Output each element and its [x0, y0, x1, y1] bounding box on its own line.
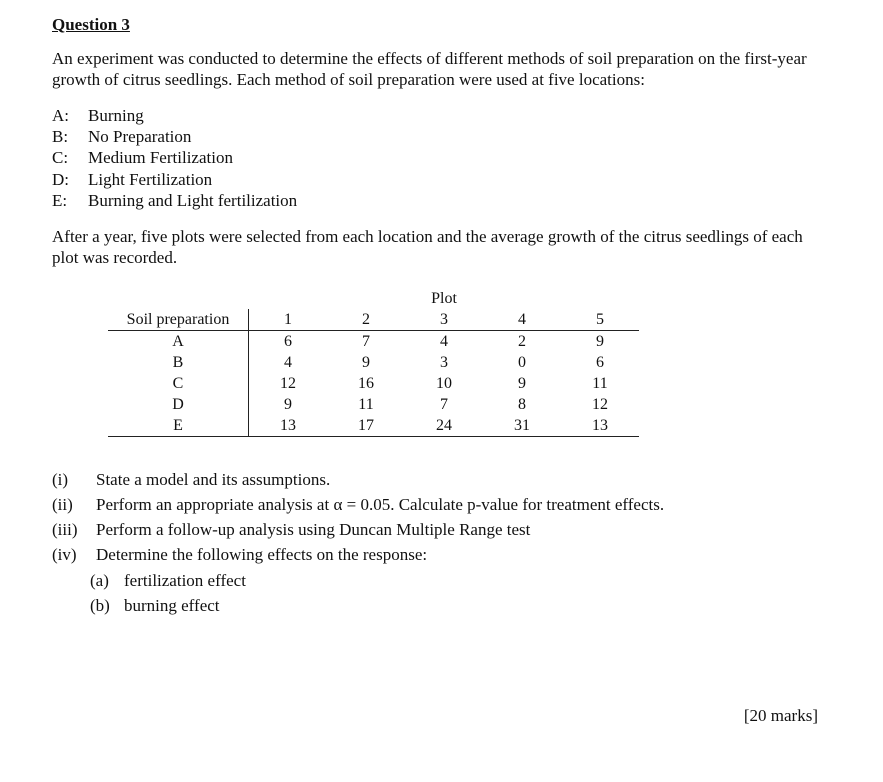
row-header: Soil preparation — [108, 309, 249, 331]
table-cell: 6 — [596, 354, 604, 371]
option-label: E: — [52, 191, 68, 210]
task-number: (ii) — [52, 495, 73, 514]
table-cell: 10 — [436, 375, 452, 392]
subtask-b — [90, 593, 220, 618]
table-cell: 4 — [284, 354, 292, 371]
task-text: Determine the following effects on the response: — [96, 545, 428, 564]
table-cell: 16 — [358, 375, 374, 392]
table-row — [108, 331, 639, 353]
column-header: 4 — [483, 309, 561, 331]
after-paragraph: After a year, five plots were selected from each location and the average growth of the citrus seedlings of each plot was recorded. — [52, 227, 803, 267]
table-cell: 7 — [440, 396, 448, 413]
table-cell: 6 — [284, 333, 292, 350]
table-cell: 11 — [358, 396, 374, 413]
table-group-header-row — [108, 287, 639, 309]
table-cell: 2 — [518, 333, 526, 350]
option-text: Medium Fertilization — [88, 148, 233, 167]
option-text: Light Fertilization — [88, 170, 213, 189]
option-a — [52, 105, 144, 126]
table-cell: 3 — [440, 354, 448, 371]
row-label: E — [108, 415, 249, 437]
task-number: (iii) — [52, 520, 78, 539]
column-header: 1 — [249, 309, 328, 331]
subtask-number: (b) — [90, 596, 110, 615]
row-label: D — [108, 394, 249, 415]
plot-group-header: Plot — [431, 289, 457, 307]
option-text: No Preparation — [88, 127, 192, 146]
option-text: Burning and Light fertilization — [88, 191, 298, 210]
task-text: Perform an appropriate analysis at α = 0.05. Calculate p-value for treatment effects. — [96, 495, 665, 514]
table-row — [108, 415, 639, 437]
table-cell: 13 — [249, 415, 328, 437]
table-cell: 9 — [284, 396, 292, 413]
marks-label: [20 marks] — [743, 706, 818, 725]
table-cell: 13 — [561, 415, 639, 437]
column-header: 2 — [327, 309, 405, 331]
table-row — [108, 352, 639, 373]
task-number: (i) — [52, 470, 69, 489]
table-header-row — [108, 309, 639, 331]
table-cell: 24 — [405, 415, 483, 437]
subtask-text: fertilization effect — [124, 571, 246, 590]
subtask-a — [90, 568, 246, 593]
option-c — [52, 147, 233, 168]
row-label: B — [108, 352, 249, 373]
subtask-text: burning effect — [124, 596, 220, 615]
option-label: B: — [52, 127, 69, 146]
table-cell: 9 — [518, 375, 526, 392]
task-number: (iv) — [52, 545, 77, 564]
table-cell: 9 — [596, 333, 604, 350]
question-title: Question 3 — [52, 15, 130, 34]
subtask-number: (a) — [90, 571, 109, 590]
task-iv — [52, 542, 427, 567]
table-cell: 9 — [362, 354, 370, 371]
option-b — [52, 126, 191, 147]
table-cell: 8 — [518, 396, 526, 413]
option-label: C: — [52, 148, 69, 167]
table-cell: 4 — [440, 333, 448, 350]
option-e — [52, 190, 297, 211]
table-cell: 12 — [280, 375, 296, 392]
table-cell: 0 — [518, 354, 526, 371]
column-header: 5 — [561, 309, 639, 331]
task-text: Perform a follow-up analysis using Duncan Multiple Range test — [96, 520, 531, 539]
growth-table — [108, 287, 639, 437]
table-cell: 17 — [327, 415, 405, 437]
row-label: A — [108, 331, 249, 353]
option-label: A: — [52, 106, 69, 125]
table-cell: 31 — [483, 415, 561, 437]
table-cell: 7 — [362, 333, 370, 350]
row-label: C — [108, 373, 249, 394]
task-iii — [52, 517, 530, 542]
option-d — [52, 169, 212, 190]
option-text: Burning — [88, 106, 144, 125]
intro-paragraph: An experiment was conducted to determine the effects of different methods of soil preparation on the first-year growth of citrus seedlings. Each method of soil preparation were used at five locations: — [52, 49, 807, 89]
task-text: State a model and its assumptions. — [96, 470, 331, 489]
table-cell: 11 — [592, 375, 608, 392]
table-row — [108, 394, 639, 415]
column-header: 3 — [405, 309, 483, 331]
table-cell: 12 — [592, 396, 608, 413]
task-ii — [52, 492, 664, 517]
option-label: D: — [52, 170, 69, 189]
table-row — [108, 373, 639, 394]
task-i — [52, 467, 330, 492]
